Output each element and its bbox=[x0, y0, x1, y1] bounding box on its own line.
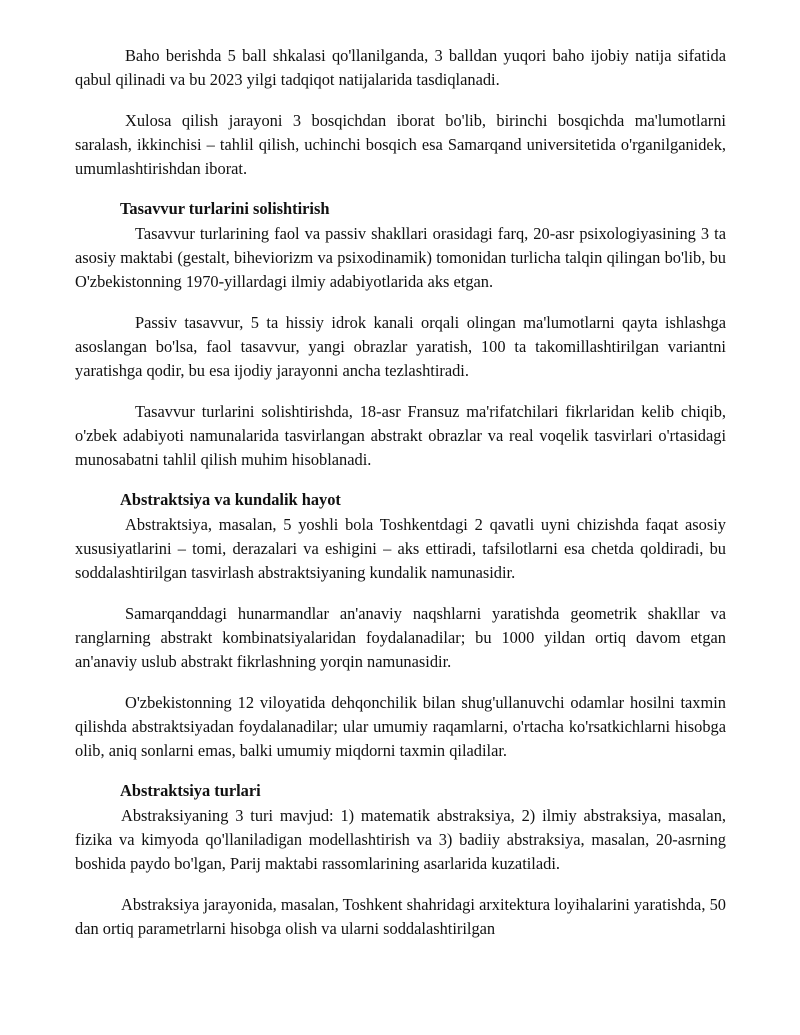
paragraph: Passiv tasavvur, 5 ta hissiy idrok kanali orqali olingan ma'lumotlarni qayta ishlashga asoslangan bo'lsa, faol tasavvur, yangi obrazlar yaratish, 100 ta takomillashtirilgan variantni yaratishga qodir, bu esa ijodiy jarayonni ancha tezlashtiradi. bbox=[75, 312, 726, 381]
document-page bbox=[75, 44, 726, 941]
paragraph: Xulosa qilish jarayoni 3 bosqichdan iborat bo'lib, birinchi bosqichda ma'lumotlarni saralash, ikkinchisi – tahlil qilish, uchinchi bosqich esa Samarqand universitetida o'rganilganidek, umumlashtirishdan iborat. bbox=[75, 110, 726, 179]
section-heading: Tasavvur turlarini solishtirish bbox=[120, 199, 330, 219]
section-heading: Abstraktsiya turlari bbox=[120, 781, 261, 801]
paragraph: Tasavvur turlarini solishtirishda, 18-asr Fransuz ma'rifatchilari fikrlaridan kelib chiqib, o'zbek adabiyoti namunalarida tasvirlangan abstrakt obrazlar va real voqelik tasvirlari o'rtasidagi munosabatni tahlil qilish muhim hisoblanadi. bbox=[75, 401, 726, 470]
paragraph: Abstraksiyaning 3 turi mavjud: 1) matematik abstraksiya, 2) ilmiy abstraksiya, masalan, fizika va kimyoda qo'llaniladigan modellashtirish va 3) badiiy abstraksiya, masalan, 20-asrning boshida paydo bo'lgan, Parij maktabi rassomlarining asarlarida kuzatiladi. bbox=[75, 805, 726, 874]
section-heading: Abstraktsiya va kundalik hayot bbox=[120, 490, 341, 510]
paragraph: Abstraktsiya, masalan, 5 yoshli bola Toshkentdagi 2 qavatli uyni chizishda faqat asosiy xususiyatlarini – tomi, derazalari va eshigini – aks ettiradi, tafsilotlarni esa chetda qoldiradi, bu soddalashtirilgan tasvirlash abstraktsiyaning kundalik namunasidir. bbox=[75, 514, 726, 583]
paragraph: O'zbekistonning 12 viloyatida dehqonchilik bilan shug'ullanuvchi odamlar hosilni taxmin qilishda abstraktsiyadan foydalanadilar; ular umumiy raqamlarni, o'rtacha ko'rsatkichlarni hisobga olib, aniq sonlarni emas, balki umumiy miqdorni taxmin qiladilar. bbox=[75, 692, 726, 761]
paragraph: Tasavvur turlarining faol va passiv shakllari orasidagi farq, 20-asr psixologiyasining 3 ta asosiy maktabi (gestalt, biheviorizm va psixodinamik) tomonidan turlicha talqin qilingan bo'lib, bu O'zbekistonning 1970-yillardagi ilmiy adabiyotlarida aks etgan. bbox=[75, 223, 726, 292]
paragraph: Baho berishda 5 ball shkalasi qo'llanilganda, 3 balldan yuqori baho ijobiy natija sifatida qabul qilinadi va bu 2023 yilgi tadqiqot natijalarida tasdiqlanadi. bbox=[75, 46, 726, 90]
paragraph: Abstraksiya jarayonida, masalan, Toshkent shahridagi arxitektura loyihalarini yaratishda, 50 dan ortiq parametrlarni hisobga olish va ularni soddalashtirilgan bbox=[75, 894, 726, 938]
paragraph: Samarqanddagi hunarmandlar an'anaviy naqshlarni yaratishda geometrik shakllar va ranglarning abstrakt kombinatsiyalaridan foydalanadilar; bu 1000 yildan ortiq davom etgan an'anaviy uslub abstrakt fikrlashning yorqin namunasidir. bbox=[75, 603, 726, 672]
